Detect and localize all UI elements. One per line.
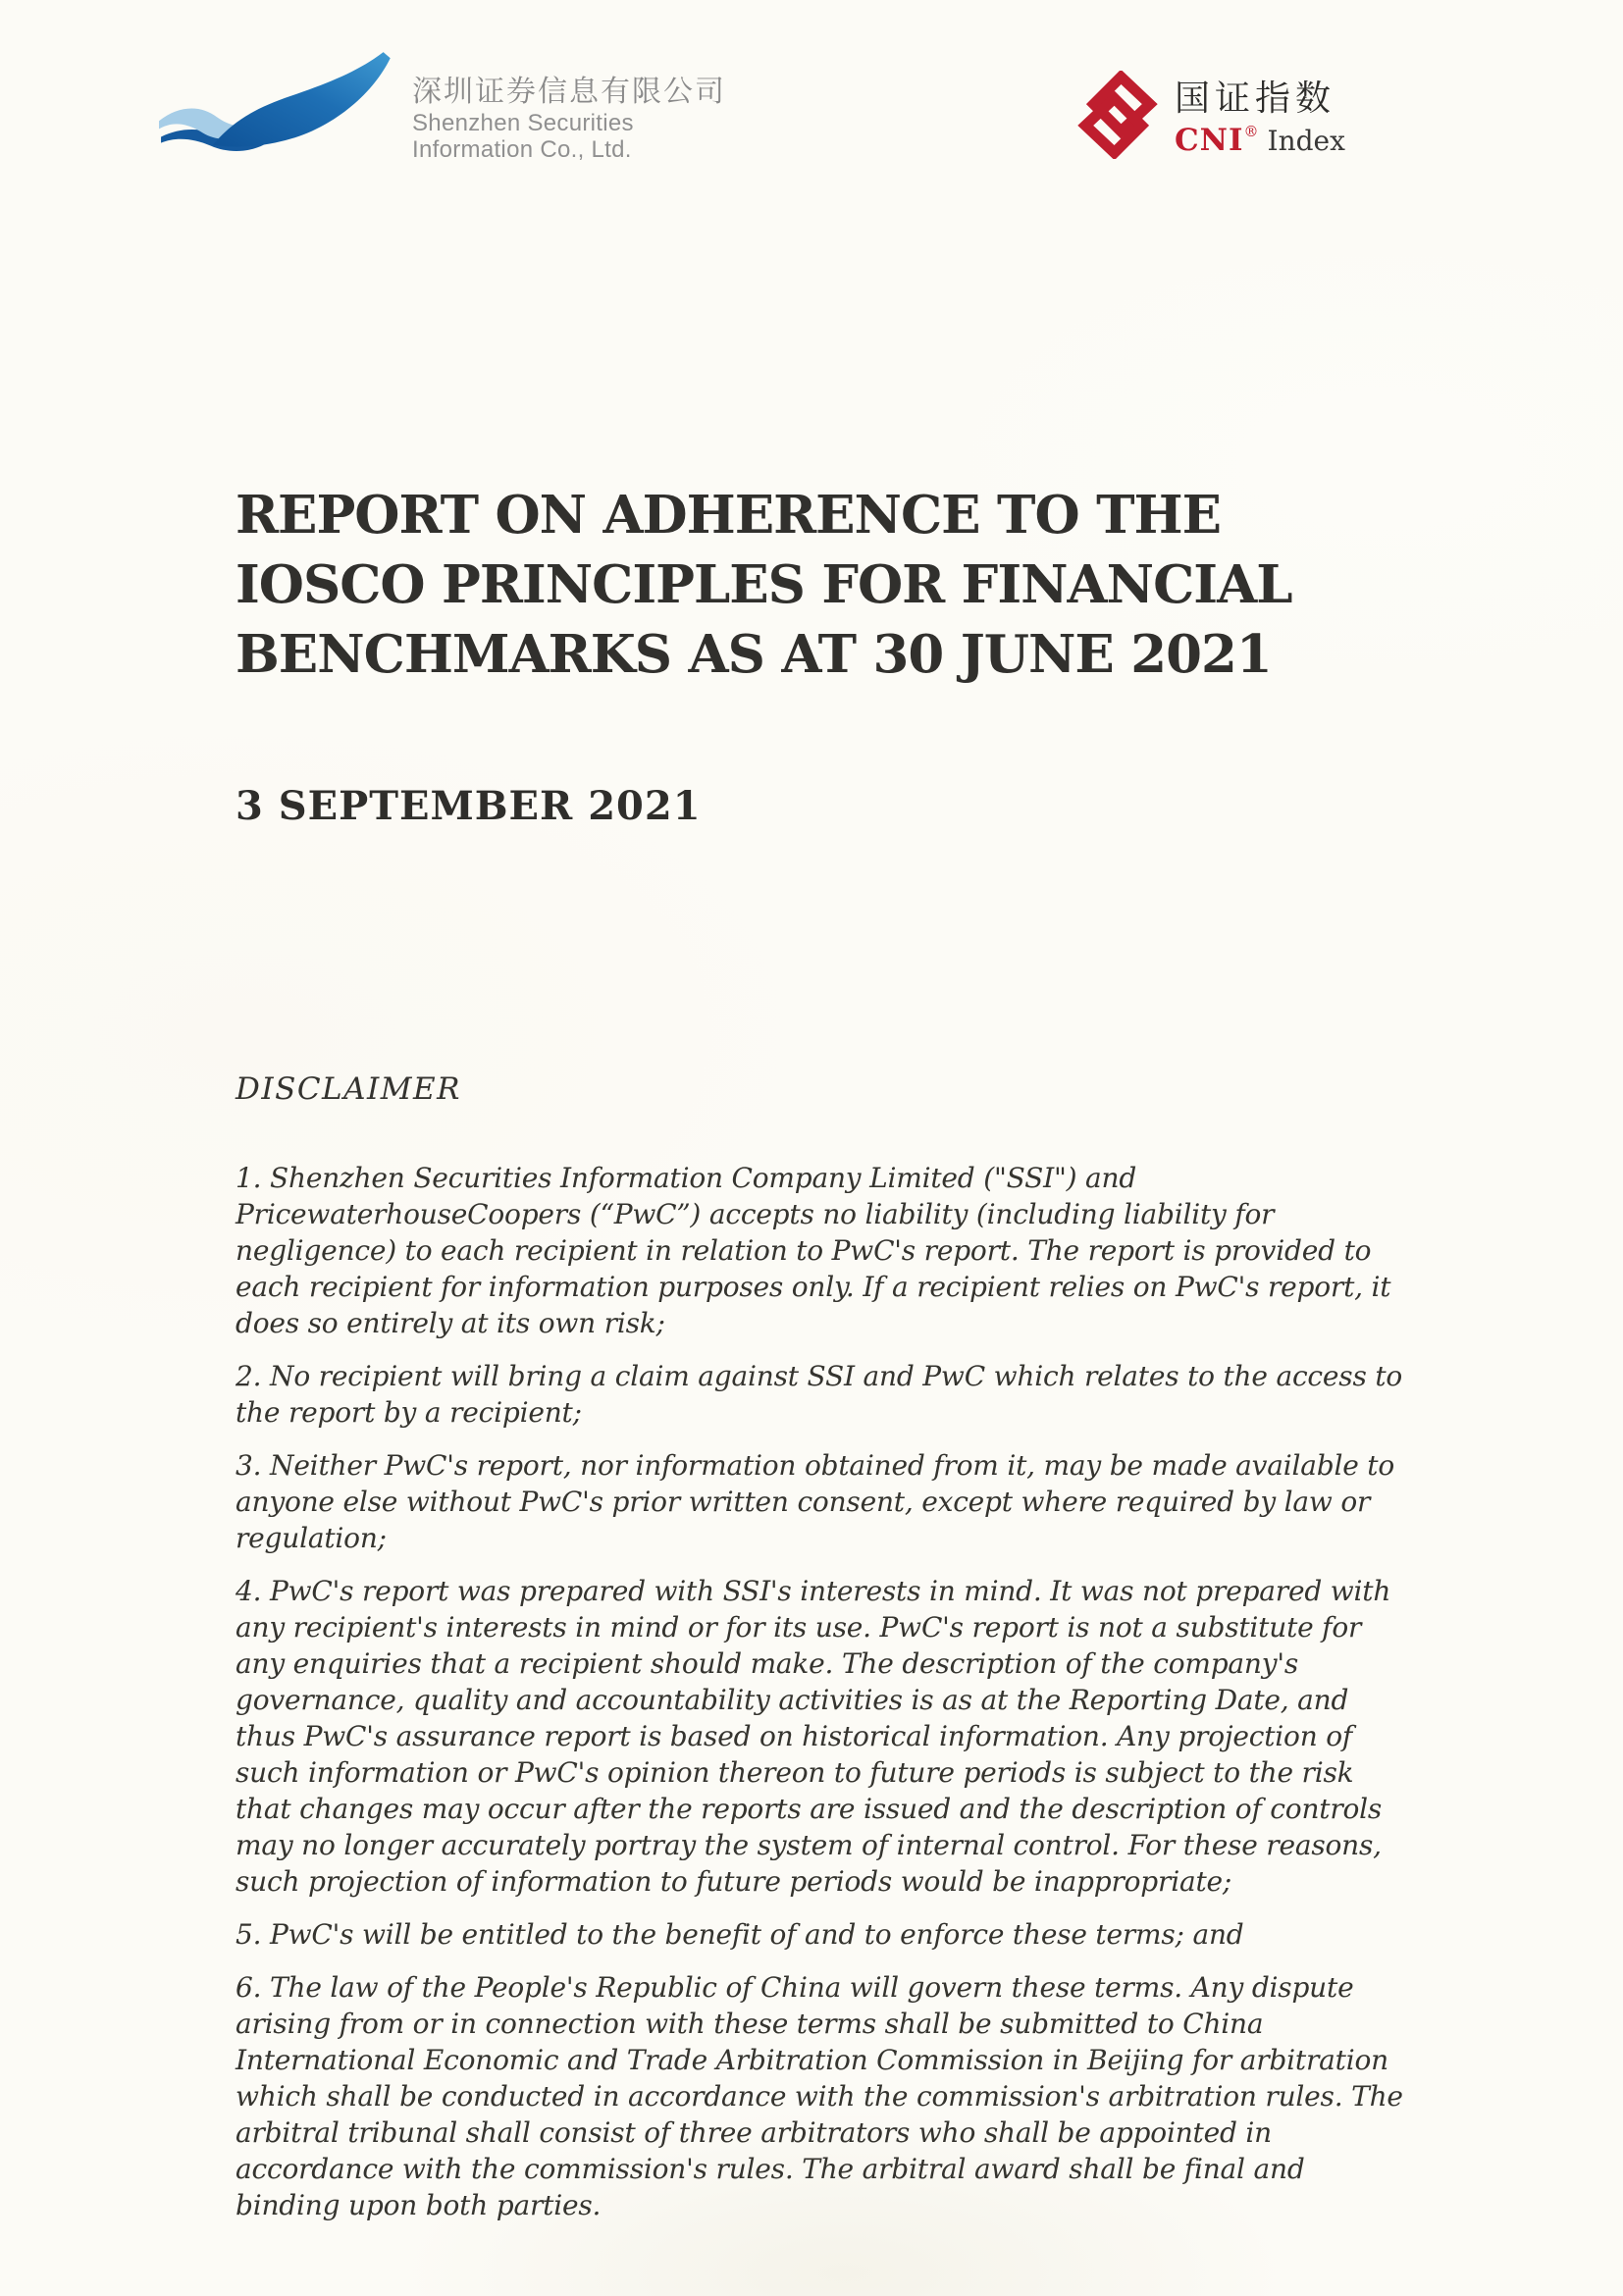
cni-name-zh: 国证指数 xyxy=(1175,78,1336,119)
ssi-logo xyxy=(157,49,726,163)
cni-logo-text xyxy=(1175,78,1345,158)
report-title-line1: REPORT ON ADHERENCE TO THE xyxy=(236,485,1221,546)
ssi-company-name-en-line1: Shenzhen Securities xyxy=(412,110,634,136)
disclaimer-paragraph-4: 4. PwC's report was prepared with SSI's interests in mind. It was not prepared with any recipient's interests in mind or for its use. PwC's report is not a substitute for any enquiries that a recipient should make. The description of the company's governance, quality and accountability activities is as at the Reporting Date, and thus PwC's assurance report is based on historical information. Any projection of such information or PwC's opinion thereon to future periods is subject to the risk that changes may occur after the reports are issued and the description of controls may no longer accurately portray the system of internal control. For these reasons, such projection of information to future periods would be inappropriate; xyxy=(236,1575,1391,1898)
cni-mark-icon xyxy=(1076,71,1159,159)
disclaimer-paragraph-3: 3. Neither PwC's report, nor information obtained from it, may be made available to anyone else without PwC's prior written consent, except where required by law or regulation; xyxy=(236,1449,1395,1554)
ssi-company-name-zh: 深圳证券信息有限公司 xyxy=(412,76,726,108)
report-title-line2: IOSCO PRINCIPLES FOR FINANCIAL xyxy=(236,554,1292,615)
ssi-company-name-en-line2: Information Co., Ltd. xyxy=(412,136,632,163)
report-title-line3: BENCHMARKS AS AT 30 JUNE 2021 xyxy=(236,624,1272,685)
cni-name-en xyxy=(1175,123,1345,158)
disclaimer-paragraph-1: 1. Shenzhen Securities Information Company Limited ("SSI") and PricewaterhouseCoopers (“PwC”) accepts no liability (including liability for negligence) to each recipient in relation to PwC's report. The report is provided to each recipient for information purposes only. If a recipient relies on PwC's report, it does so entirely at its own risk; xyxy=(236,1162,1391,1339)
cni-suffix-text: Index xyxy=(1267,125,1345,157)
ssi-logo-text xyxy=(412,75,726,163)
disclaimer-body xyxy=(236,1160,1403,2240)
registered-trademark-symbol: ® xyxy=(1243,123,1259,140)
cni-logo xyxy=(1076,71,1345,159)
disclaimer-paragraph-5: 5. PwC's will be entitled to the benefit of and to enforce these terms; and xyxy=(236,1918,1244,1951)
report-title xyxy=(236,481,1291,690)
disclaimer-paragraph-6: 6. The law of the People's Republic of China will govern these terms. Any dispute arising from or in connection with these terms shall be submitted to China International Economic and Trade Arbitration Commission in Beijing for arbitration which shall be conducted in accordance with the commission's arbitration rules. The arbitral tribunal shall consist of three arbitrators who shall be appointed in accordance with the commission's rules. The arbitral award shall be final and binding upon both parties. xyxy=(236,1971,1403,2221)
disclaimer-heading: DISCLAIMER xyxy=(236,1071,461,1107)
disclaimer-paragraph-2: 2. No recipient will bring a claim against SSI and PwC which relates to the access to the report by a recipient; xyxy=(236,1360,1403,1429)
ssi-swoosh-icon xyxy=(157,49,406,159)
report-date: 3 SEPTEMBER 2021 xyxy=(236,783,702,829)
cni-brand-text: CNI xyxy=(1175,123,1244,158)
